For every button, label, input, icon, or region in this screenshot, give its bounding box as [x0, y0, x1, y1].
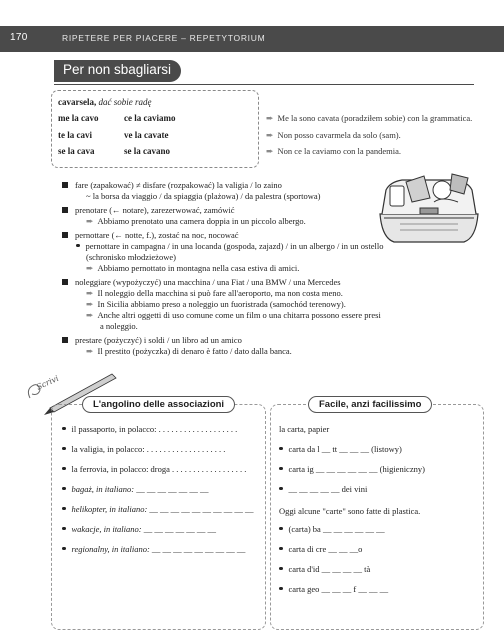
facile-box [270, 404, 484, 630]
arrow-icon: ➨ [86, 310, 94, 320]
arrow-icon: ➨ [86, 288, 94, 298]
example-sentence: ➨ Abbiamo pernottato in montagna nella casa estiva di amici. [86, 263, 300, 273]
vocab-sub: pernottare in campagna / in una locanda (gospoda, zajazd) / in un albergo / in un ostello [76, 241, 383, 252]
example-sentence: ➨ Me la sono cavata (poradziłem sobie) con la grammatica. [266, 113, 473, 123]
example-sentence: ➨ Il prestito (pożyczka) di denaro è fatto / dato dalla banca. [86, 346, 292, 356]
exercise-item: regionalny, in italiano: __ __ __ __ __ __ __ __ __ [62, 544, 245, 554]
exercise-item: carta di cre __ __ __o [279, 544, 362, 554]
example-sentence: ➨ Il noleggio della macchina si può fare all'aeroporto, ma non costa meno. [86, 288, 343, 298]
arrow-icon: ➨ [86, 216, 94, 226]
exercise-item: la valigia, in polacco: . . . . . . . . . . . . . . . . . . . [62, 444, 225, 454]
square-bullet-icon [62, 232, 68, 238]
conjugation-row: te la cavi ve la cavate [58, 130, 169, 140]
conjugation-row: se la cava se la cavano [58, 146, 170, 156]
square-bullet-icon [62, 279, 68, 285]
facile-intro: la carta, papier [279, 424, 330, 434]
exercise-item: carta d'id __ __ __ __ tà [279, 564, 370, 574]
vocab-entry: noleggiare (wypożyczyć) una macchina / una Fiat / una BMW / una Mercedes [62, 277, 341, 288]
square-bullet-icon [62, 182, 68, 188]
exercise-item: __ __ __ __ __ dei vini [279, 484, 367, 494]
vocab-entry: prenotare (← notare), zarezerwować, zamówić [62, 205, 235, 216]
associations-box [51, 404, 266, 630]
associations-title: L'angolino delle associazioni [82, 396, 235, 413]
square-bullet-icon [62, 337, 68, 343]
arrow-icon: ➨ [86, 299, 94, 309]
example-sentence: ➨ Abbiamo prenotato una camera doppia in un piccolo albergo. [86, 216, 306, 226]
suitcase-illustration [372, 168, 482, 246]
example-sentence: ➨ Anche altri oggetti di uso comune come un film o una chitarra possono essere presi [86, 310, 381, 320]
running-title: RIPETERE PER PIACERE – REPETYTORIUM [62, 33, 266, 43]
section-divider [54, 84, 474, 85]
header-bar [0, 26, 504, 52]
conjugation-row: me la cavo ce la caviamo [58, 113, 176, 123]
facile-title: Facile, anzi facilissimo [308, 396, 432, 413]
vocab-entry: pernottare (← notte, f.), zostać na noc, nocować [62, 230, 239, 241]
arrow-icon: ➨ [86, 346, 94, 356]
exercise-item: helikopter, in italiano: __ __ __ __ __ __ __ __ __ __ [62, 504, 254, 514]
exercise-item: (carta) ba __ __ __ __ __ __ [279, 524, 385, 534]
arrow-icon: ➨ [266, 130, 274, 140]
section-title: Per non sbagliarsi [54, 60, 181, 82]
square-bullet-icon [62, 207, 68, 213]
example-sentence: a noleggio. [100, 321, 138, 331]
example-sentence: ➨ Non ce la caviamo con la pandemia. [266, 146, 401, 156]
arrow-icon: ➨ [266, 146, 274, 156]
exercise-item: la ferrovia, in polacco: droga . . . . . . . . . . . . . . . . . . [62, 464, 246, 474]
vocab-entry: fare (zapakować) ≠ disfare (rozpakować) la valigia / lo zaino [62, 180, 282, 191]
vocab-entry: prestare (pożyczyć) i soldi / un libro ad un amico [62, 335, 242, 346]
exercise-item: bagaż, in italiano: __ __ __ __ __ __ __ [62, 484, 208, 494]
exercise-item: wakacje, in italiano: __ __ __ __ __ __ __ [62, 524, 216, 534]
exercise-item: carta geo __ __ __ f __ __ __ [279, 584, 388, 594]
page-number: 170 [10, 32, 28, 43]
arrow-icon: ➨ [86, 263, 94, 273]
facile-intro2: Oggi alcune "carte" sono fatte di plastica. [279, 506, 421, 516]
exercise-item: carta ig __ __ __ __ __ __ (higieniczny) [279, 464, 425, 474]
vocab-sub: ~ la borsa da viaggio / da spiaggia (plażowa) / da palestra (sportowa) [86, 191, 321, 201]
vocab-sub: (schronisko młodzieżowe) [86, 252, 176, 262]
exercise-item: il passaporto, in polacco: . . . . . . . . . . . . . . . . . . . [62, 424, 237, 434]
example-sentence: ➨ Non posso cavarmela da solo (sam). [266, 130, 401, 140]
example-sentence: ➨ In Sicilia abbiamo preso a noleggio un fuoristrada (samochód terenowy). [86, 299, 346, 309]
conjugation-heading: cavarsela, dać sobie radę [58, 97, 152, 107]
arrow-icon: ➨ [266, 113, 274, 123]
exercise-item: carta da l __ tt __ __ __ (listowy) [279, 444, 402, 454]
pen-label: Scrivi [35, 373, 61, 392]
